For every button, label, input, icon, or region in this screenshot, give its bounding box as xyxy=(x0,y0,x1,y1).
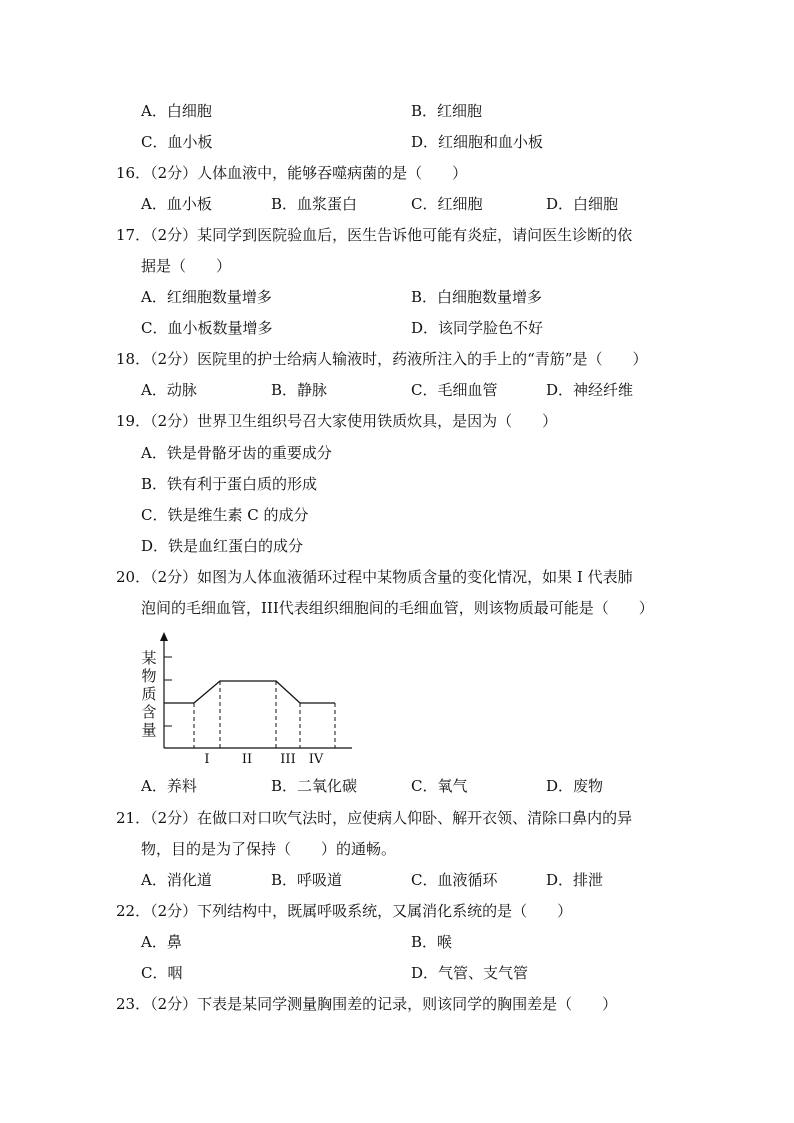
q16-option-d: D．白细胞 xyxy=(546,195,619,213)
q19-option-c: C．铁是维生素 C 的成分 xyxy=(141,506,309,524)
y-axis-label xyxy=(141,649,156,739)
q21-option-d: D．排泄 xyxy=(546,871,604,889)
q19-option-b: B．铁有利于蛋白质的形成 xyxy=(141,475,318,493)
y-axis-arrow-icon xyxy=(160,632,168,641)
q16-option-a: A．血小板 xyxy=(141,195,212,213)
q15-options-row2 xyxy=(0,131,794,153)
q20-option-b: B．二氧化碳 xyxy=(271,777,358,795)
x-tick-label-II: II xyxy=(241,752,253,765)
q22-option-d: D．气管、支气管 xyxy=(411,964,529,982)
q17-question-line2: 据是（ ） xyxy=(141,257,232,275)
q19-option-d: D．铁是血红蛋白的成分 xyxy=(141,537,304,555)
q15-option-b: B．红细胞 xyxy=(411,102,483,120)
q20-graph xyxy=(130,630,370,765)
q21-option-c: C．血液循环 xyxy=(411,871,498,889)
q15-option-c: C．血小板 xyxy=(141,133,213,151)
q16-question: 16．（2分）人体血液中，能够吞噬病菌的是（ ） xyxy=(116,164,468,182)
q20-option-a: A．养料 xyxy=(141,777,197,795)
q17-option-c: C．血小板数量增多 xyxy=(141,319,273,337)
q19-option-a: A．铁是骨骼牙齿的重要成分 xyxy=(141,444,332,462)
q22-options-row1 xyxy=(0,931,794,953)
q18-option-a: A．动脉 xyxy=(141,381,197,399)
q19-option-d-row xyxy=(0,535,794,557)
q20-question-line1: 20．（2分）如图为人体血液循环过程中某物质含量的变化情况，如果 I 代表肺 xyxy=(116,568,633,586)
q16-option-b: B．血浆蛋白 xyxy=(271,195,358,213)
q15-option-d: D．红细胞和血小板 xyxy=(411,133,544,151)
q23-question: 23．（2分）下表是某同学测量胸围差的记录，则该同学的胸围差是（ ） xyxy=(116,995,618,1013)
q16-options xyxy=(0,193,794,215)
q16-option-c: C．红细胞 xyxy=(411,195,483,213)
y-axis-label-char: 含 xyxy=(141,703,157,721)
q19-option-c-row xyxy=(0,504,794,526)
q15-option-a: A．白细胞 xyxy=(141,102,212,120)
q20-options xyxy=(0,775,794,797)
q18-options xyxy=(0,379,794,401)
q22-question: 22．（2分）下列结构中，既属呼吸系统，又属消化系统的是（ ） xyxy=(116,902,573,920)
q18-question: 18．（2分）医院里的护士给病人输液时，药液所注入的手上的“青筋”是（ ） xyxy=(116,350,648,368)
q21-options xyxy=(0,869,794,891)
q17-option-b: B．白细胞数量增多 xyxy=(411,288,543,306)
q21-question-line2: 物，目的是为了保持（ ）的通畅。 xyxy=(141,840,397,858)
q18-option-d: D．神经纤维 xyxy=(546,381,634,399)
y-axis-label-char: 物 xyxy=(141,667,157,685)
y-axis-label-char: 某 xyxy=(141,649,157,667)
q20-question-line2: 泡间的毛细血管，III代表组织细胞间的毛细血管，则该物质最可能是（ ） xyxy=(141,599,654,617)
q18-option-c: C．毛细血管 xyxy=(411,381,498,399)
q17-options-row1 xyxy=(0,286,794,308)
q17-options-row2 xyxy=(0,317,794,339)
q22-option-b: B．喉 xyxy=(411,933,453,951)
q21-option-a: A．消化道 xyxy=(141,871,212,889)
q18-option-b: B．静脉 xyxy=(271,381,328,399)
x-tick-label-IV: IV xyxy=(308,752,324,765)
q15-options-row1 xyxy=(0,100,794,122)
q22-option-c: C．咽 xyxy=(141,964,183,982)
y-axis-label-char: 量 xyxy=(141,721,157,739)
q17-option-a: A．红细胞数量增多 xyxy=(141,288,272,306)
x-tick-label-I: I xyxy=(204,752,210,765)
q17-question-line1: 17．（2分）某同学到医院验血后，医生告诉他可能有炎症，请问医生诊断的依 xyxy=(116,226,633,244)
q20-option-c: C．氧气 xyxy=(411,777,468,795)
q21-option-b: B．呼吸道 xyxy=(271,871,343,889)
q22-option-a: A．鼻 xyxy=(141,933,182,951)
y-axis-label-char: 质 xyxy=(141,685,157,703)
q19-question: 19．（2分）世界卫生组织号召大家使用铁质炊具，是因为（ ） xyxy=(116,412,558,430)
q22-options-row2 xyxy=(0,962,794,984)
q17-option-d: D．该同学脸色不好 xyxy=(411,319,544,337)
x-tick-label-III: III xyxy=(280,752,296,765)
q20-option-d: D．废物 xyxy=(546,777,604,795)
q19-option-b-row xyxy=(0,473,794,495)
q21-question-line1: 21．（2分）在做口对口吹气法时，应使病人仰卧、解开衣领、清除口鼻内的异 xyxy=(116,809,633,827)
q19-option-a-row xyxy=(0,442,794,464)
series-line xyxy=(164,681,335,703)
